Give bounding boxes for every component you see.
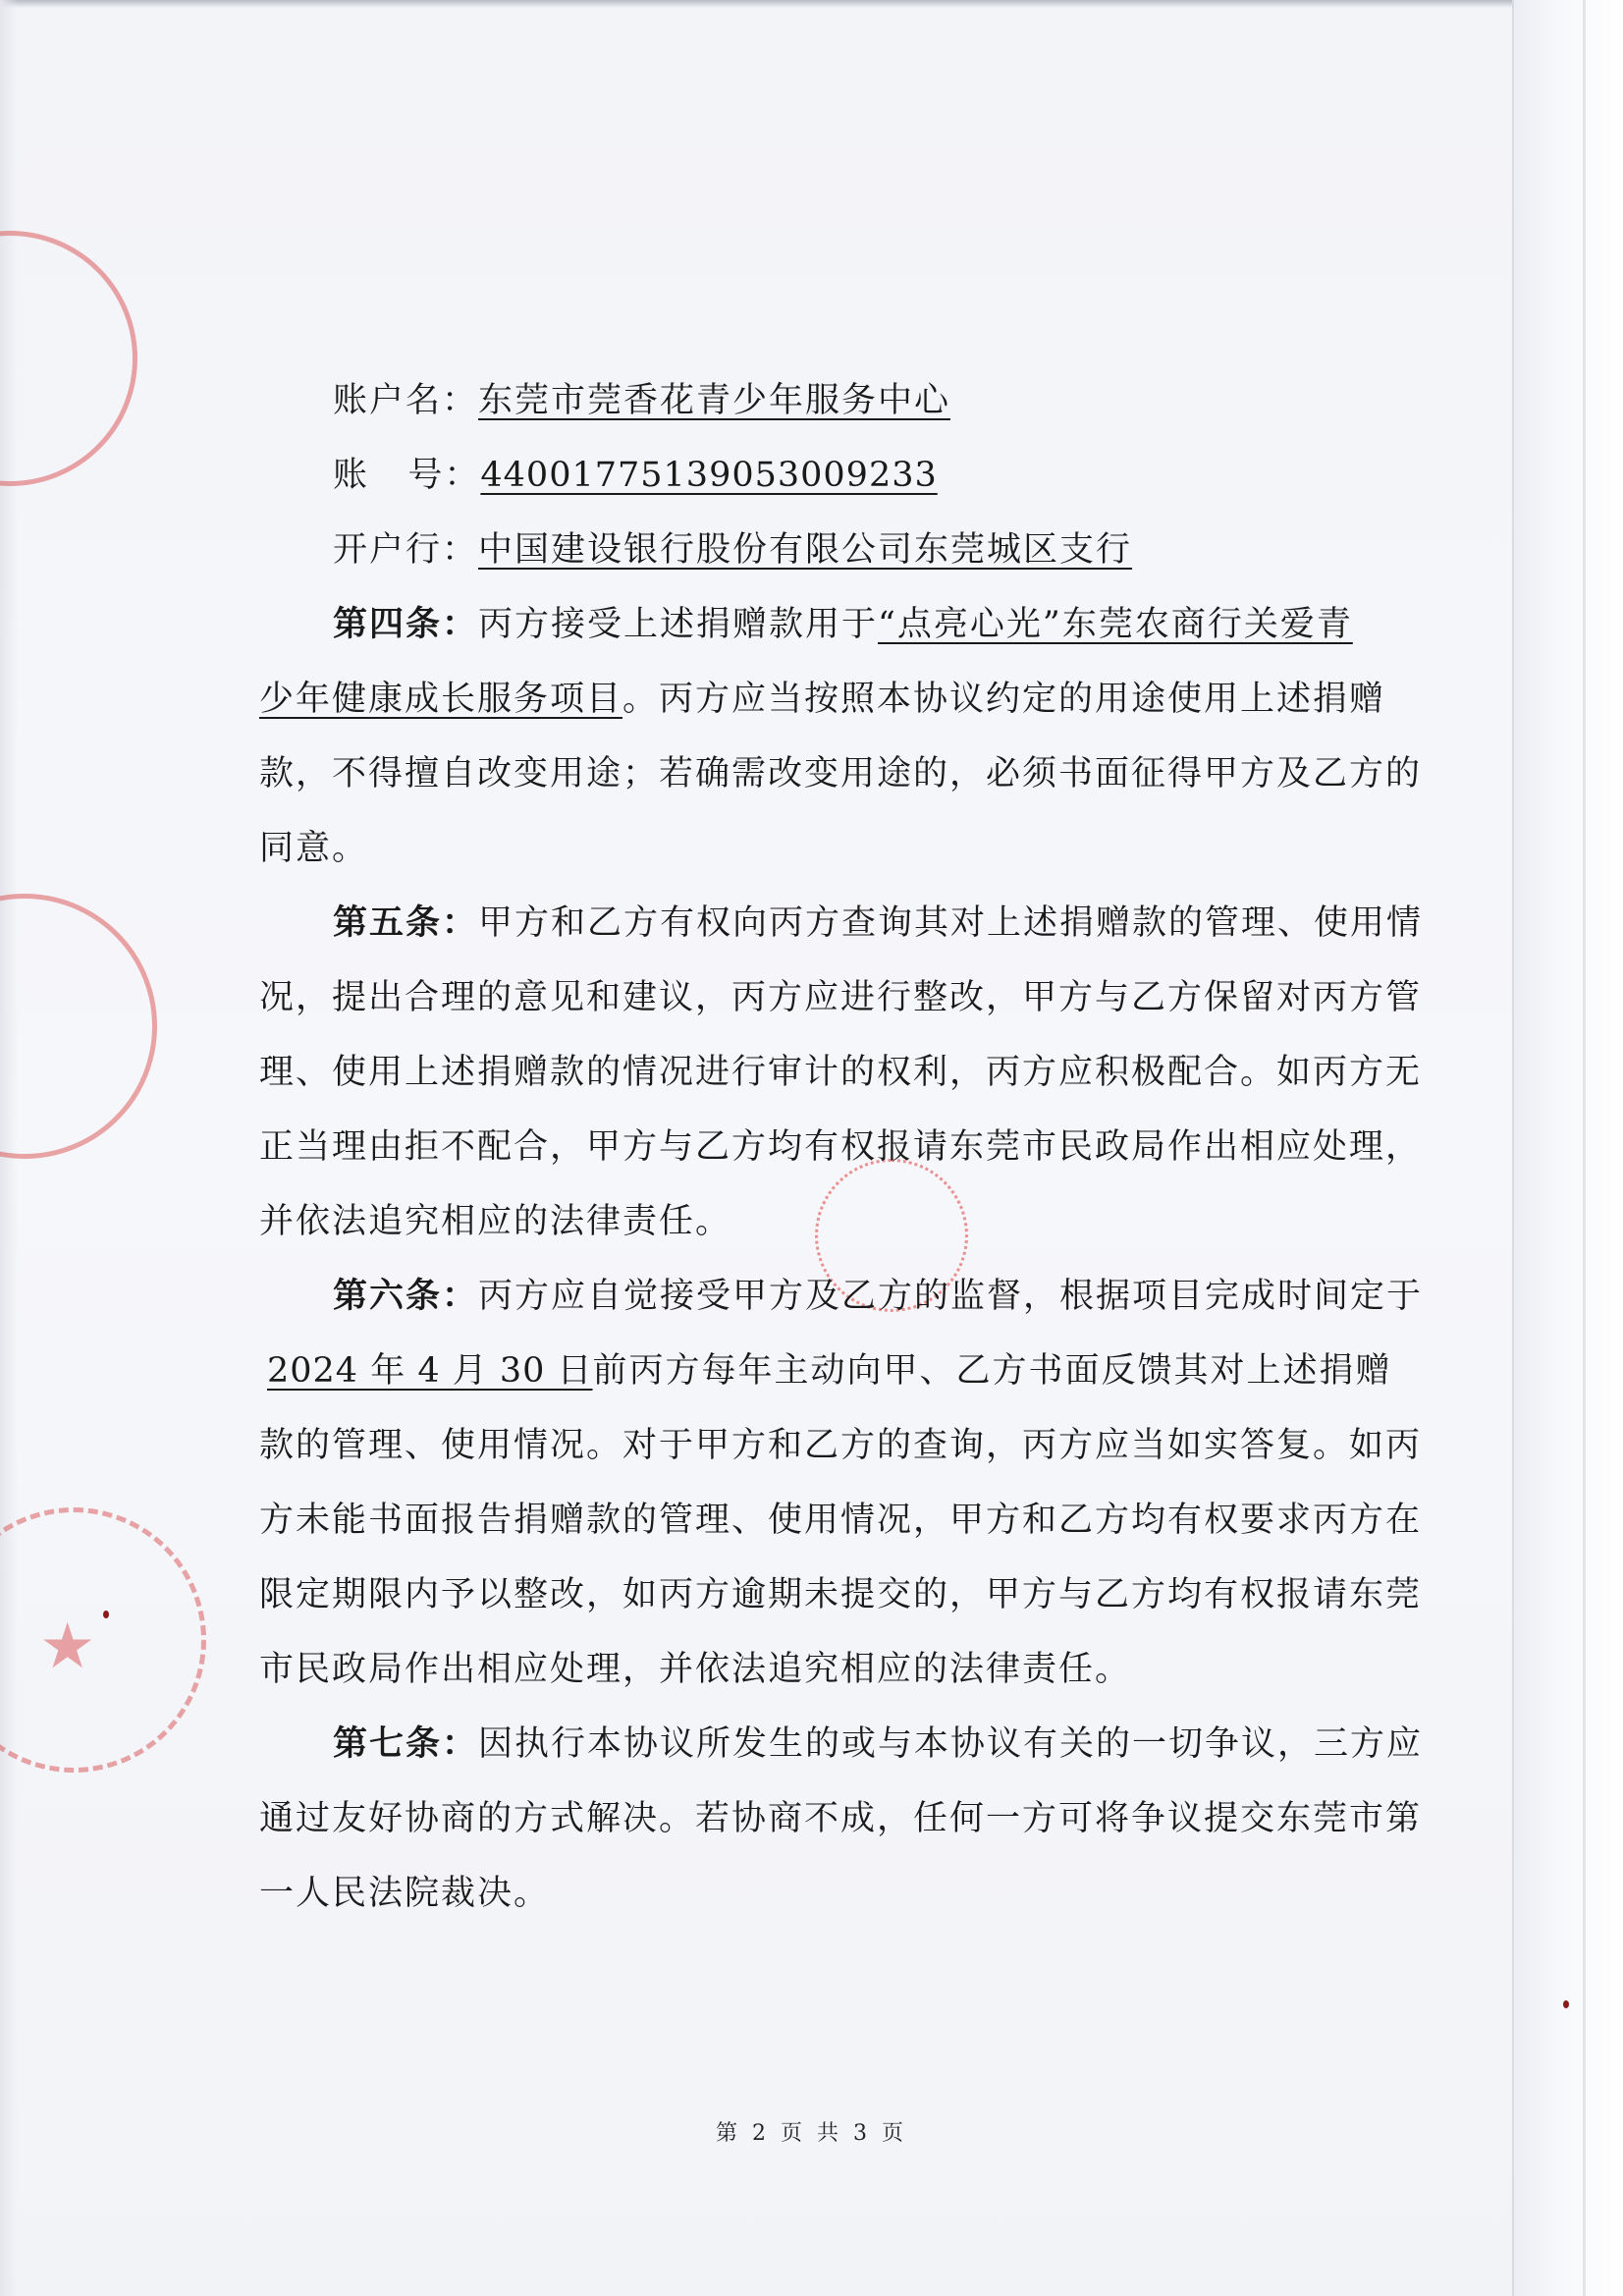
article6-line2 bbox=[259, 1334, 1414, 1408]
article7-line3: 一人民法院裁决。 bbox=[259, 1874, 551, 1913]
article7-text: 因执行本协议所发生的或与本协议有关的一切争议，三方应 bbox=[478, 1724, 1424, 1764]
seal-star-icon: ★ bbox=[39, 1611, 96, 1683]
article6-text: 前丙方每年主动向甲、乙方书面反馈其对上述捐赠 bbox=[592, 1351, 1392, 1391]
article6-heading: 第六条： bbox=[333, 1276, 479, 1316]
article7-line1 bbox=[259, 1707, 1424, 1781]
agreement-body bbox=[259, 363, 1424, 1931]
article6-line3: 款的管理、使用情况。对于甲方和乙方的查询，丙方应当如实答复。如丙 bbox=[259, 1426, 1423, 1465]
article6-line6: 市民政局作出相应处理，并依法追究相应的法律责任。 bbox=[259, 1650, 1132, 1689]
page-number: 第 2 页 共 3 页 bbox=[716, 2121, 907, 2146]
article4-heading: 第四条： bbox=[333, 604, 479, 644]
ink-speck bbox=[1563, 2000, 1569, 2008]
scan-edge-top bbox=[0, 0, 1623, 8]
account-name-label: 账户名： bbox=[333, 381, 479, 420]
article4-line3: 款，不得擅自改变用途；若确需改变用途的，必须书面征得甲方及乙方的 bbox=[259, 754, 1423, 793]
article4-project-name-cont: 少年健康成长服务项目 bbox=[259, 680, 623, 719]
seal-stamp-top bbox=[0, 231, 137, 486]
account-number-row bbox=[259, 438, 1414, 513]
scan-line-right bbox=[1583, 0, 1586, 2296]
article5-line3: 理、使用上述捐赠款的情况进行审计的权利，丙方应积极配合。如丙方无 bbox=[259, 1053, 1423, 1092]
article6-line1 bbox=[259, 1259, 1424, 1334]
article5-heading: 第五条： bbox=[333, 902, 479, 943]
seal-stamp-bottom bbox=[0, 1507, 206, 1773]
article6-line4: 方未能书面报告捐赠款的管理、使用情况，甲方和乙方均有权要求丙方在 bbox=[259, 1501, 1423, 1540]
account-number-value: 44001775139053009233 bbox=[480, 456, 938, 495]
account-bank-value: 中国建设银行股份有限公司东莞城区支行 bbox=[478, 530, 1133, 570]
account-number-label: 账 号： bbox=[333, 456, 481, 495]
seal-stamp-middle bbox=[0, 894, 157, 1159]
ink-speck bbox=[103, 1611, 109, 1618]
account-name-value: 东莞市莞香花青少年服务中心 bbox=[478, 381, 951, 420]
article5-line2: 况，提出合理的意见和建议，丙方应进行整改，甲方与乙方保留对丙方管 bbox=[259, 978, 1423, 1017]
article6-text: 丙方应自觉接受甲方及乙方的监督，根据项目完成时间定于 bbox=[478, 1277, 1424, 1316]
article7-heading: 第七条： bbox=[333, 1723, 479, 1764]
article4-line1 bbox=[259, 587, 1414, 662]
article7-line2: 通过友好协商的方式解决。若协商不成，任何一方可将争议提交东莞市第 bbox=[259, 1799, 1423, 1838]
account-bank-row bbox=[259, 513, 1414, 587]
article4-line4: 同意。 bbox=[259, 829, 369, 868]
article5-line1 bbox=[259, 886, 1424, 960]
account-bank-label: 开户行： bbox=[333, 530, 479, 570]
article4-line2 bbox=[259, 662, 1414, 737]
article4-project-name: “点亮心光”东莞农商行关爱青 bbox=[878, 605, 1353, 644]
account-name-row bbox=[259, 363, 1414, 438]
scan-edge-right bbox=[1512, 0, 1623, 2296]
article6-line5: 限定期限内予以整改，如丙方逾期未提交的，甲方与乙方均有权报请东莞 bbox=[259, 1575, 1423, 1614]
article5-text: 甲方和乙方有权向丙方查询其对上述捐赠款的管理、使用情 bbox=[478, 903, 1424, 943]
article6-deadline-date: 2024 年 4 月 30 日 bbox=[267, 1351, 593, 1391]
article4-text: 。丙方应当按照本协议约定的用途使用上述捐赠 bbox=[622, 680, 1386, 719]
article4-text: 丙方接受上述捐赠款用于 bbox=[478, 605, 879, 644]
article5-line4: 正当理由拒不配合，甲方与乙方均有权报请东莞市民政局作出相应处理， bbox=[259, 1127, 1423, 1167]
article5-line5: 并依法追究相应的法律责任。 bbox=[259, 1202, 732, 1241]
